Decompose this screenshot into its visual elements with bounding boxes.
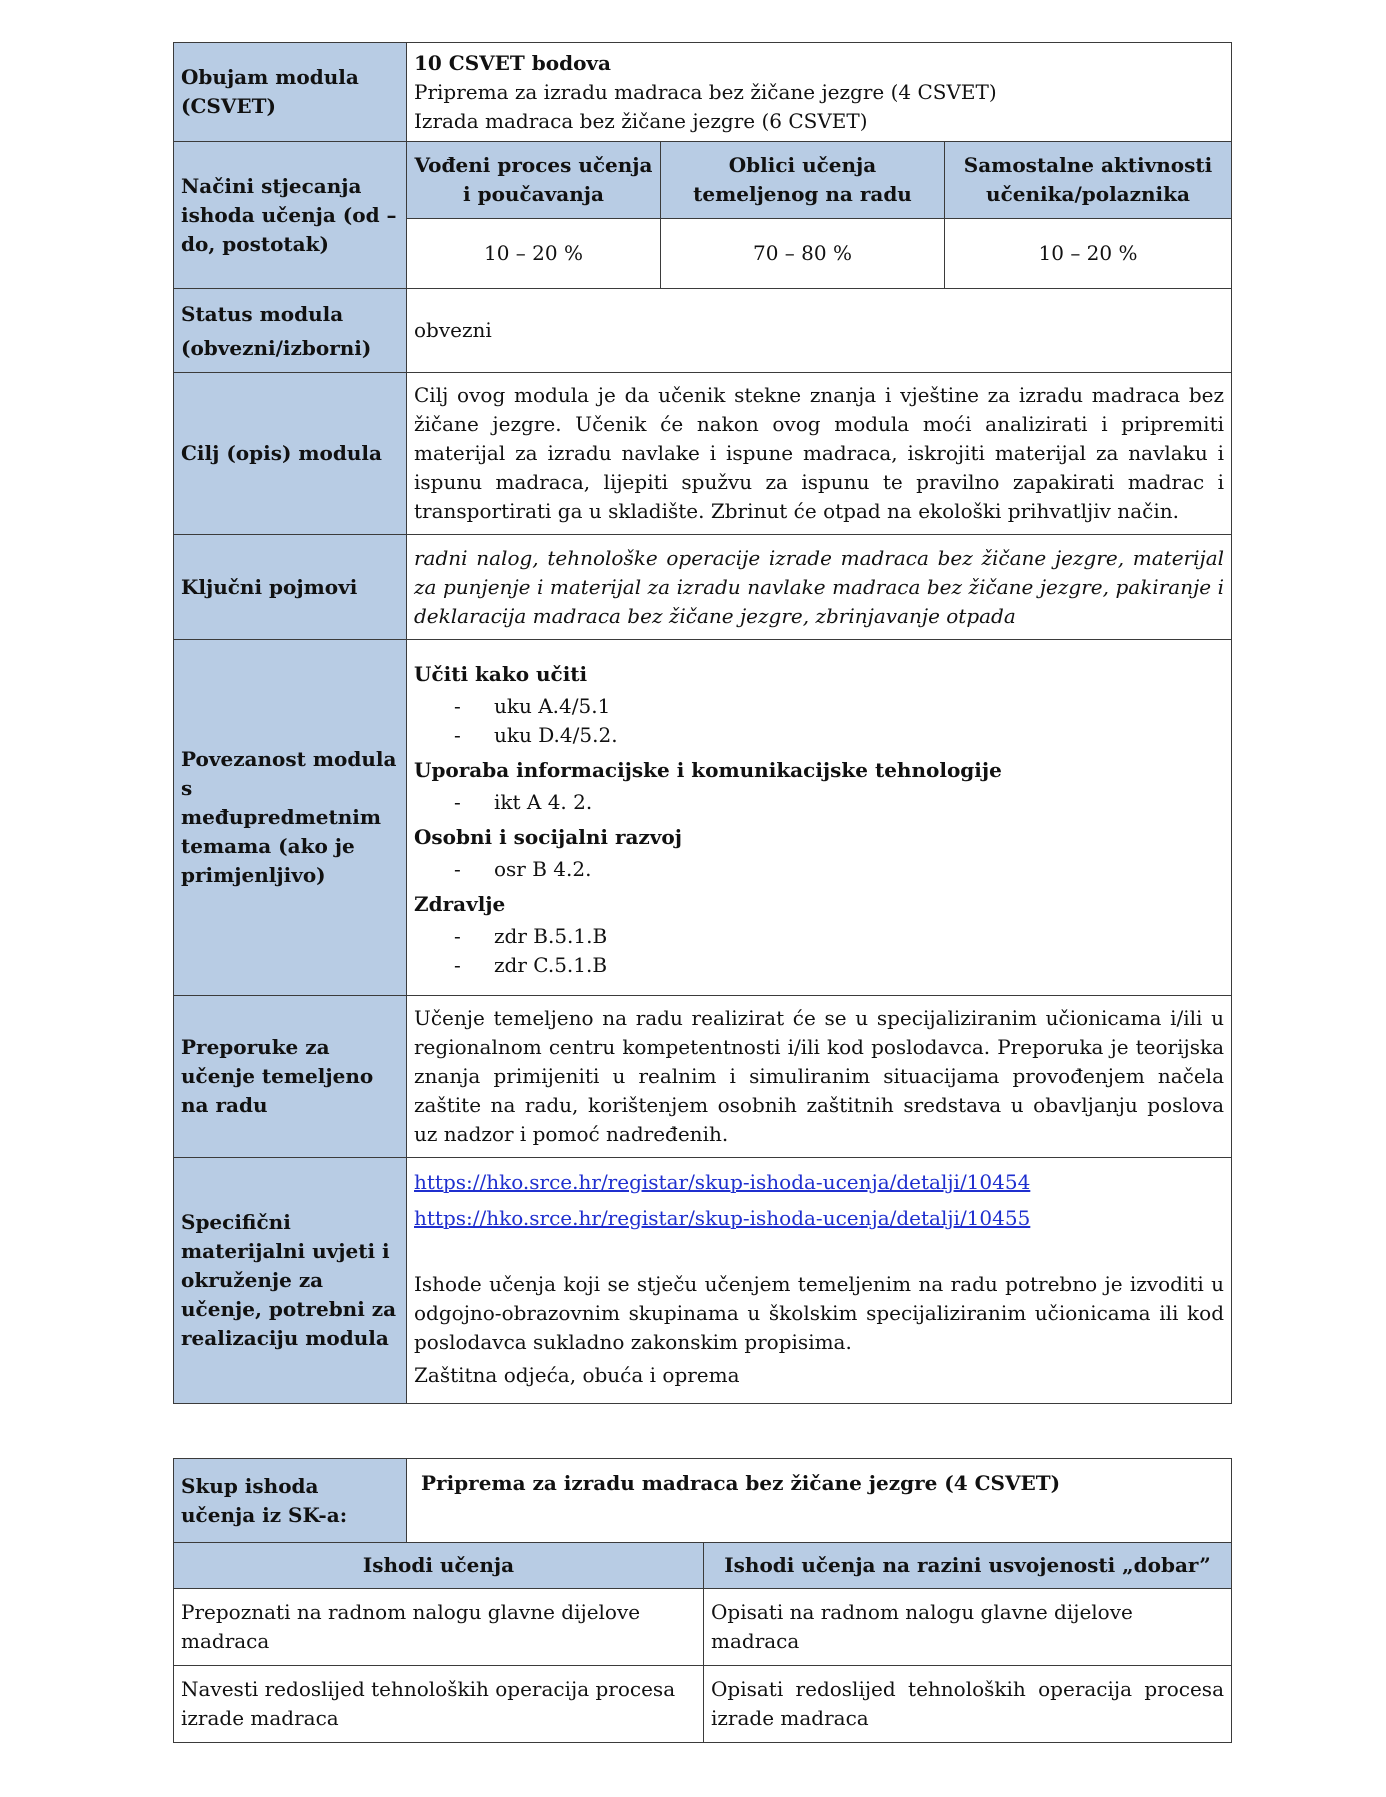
label-cilj: Cilj (opis) modula <box>174 373 407 535</box>
header-dobar: Ishodi učenja na razini usvojenosti „dobar” <box>704 1543 1232 1589</box>
link-10455[interactable]: https://hko.srce.hr/registar/skup-ishoda-ucenja/detalji/10455 <box>414 1206 1031 1230</box>
table-row <box>174 1666 1232 1743</box>
link-10454[interactable]: https://hko.srce.hr/registar/skup-ishoda-ucenja/detalji/10454 <box>414 1170 1031 1194</box>
label-status: Status modula (obvezni/izborni) <box>174 289 407 373</box>
row-uvjeti <box>174 1158 1232 1404</box>
label-obujam: Obujam modula (CSVET) <box>174 43 407 142</box>
obujam-line-1: Priprema za izradu madraca bez žičane jezgre (4 CSVET) <box>414 79 997 104</box>
value-uvjeti <box>407 1158 1232 1404</box>
module-table <box>173 42 1232 1404</box>
label-preporuke: Preporuke za učenje temeljeno na radu <box>174 996 407 1158</box>
outcome-dobar-cell: Opisati redoslijed tehnoloških operacija procesa izrade madraca <box>704 1666 1232 1743</box>
row-nacini-header <box>174 142 1232 219</box>
value-povezanost <box>407 640 1232 996</box>
group-title-uku: Učiti kako učiti <box>414 661 588 686</box>
value-status: obvezni <box>407 289 1232 373</box>
obujam-title: 10 CSVET bodova <box>414 50 611 75</box>
value-preporuke: Učenje temeljeno na radu realizirat će se u specijaliziranim učionicama i/ili u regionalnom centru kompetentnosti i/ili kod poslodavca. Preporuka je teorijska znanja primijeniti u realnim i simuliranim situacijama provođenjem načela zaštite na radu, korištenjem osobnih zaštitnih sredstava u obavljanju poslova uz nadzor i pomoć nadređenih. <box>407 996 1232 1158</box>
row-status <box>174 289 1232 373</box>
uvjeti-text: Ishode učenja koji se stječu učenjem temeljenim na radu potrebno je izvoditi u odgojno-obrazovnim skupinama u školskim specijaliziranim učionicama ili kod poslodavca sukladno zakonskim propisima. <box>414 1272 1225 1354</box>
group-title-osr: Osobni i socijalni razvoj <box>414 824 682 849</box>
list-item: - uku D.4/5.2. <box>454 722 618 747</box>
outcome-dobar-cell: Opisati na radnom nalogu glavne dijelove madraca <box>704 1589 1232 1666</box>
row-pojmovi <box>174 535 1232 640</box>
uvjeti-extra: Zaštitna odjeća, obuća i oprema <box>414 1363 740 1387</box>
list-item: - zdr C.5.1.B <box>454 952 608 977</box>
row-skup <box>174 1459 1232 1543</box>
list-item: - zdr B.5.1.B <box>454 923 608 948</box>
value-cilj: Cilj ovog modula je da učenik stekne znanja i vještine za izradu madraca bez žičane jezgre. Učenik će nakon ovog modula moći analizirati i pripremiti materijal za izradu navlake i ispune madraca, iskrojiti materijal za navlaku i ispunu madraca, lijepiti spužvu za ispunu te pravilno zapakirati madrac i transportirati ga u skladište. Zbrinut će otpad na ekološki prihvatljiv način. <box>407 373 1232 535</box>
label-nacini: Načini stjecanja ishoda učenja (od – do, postotak) <box>174 142 407 289</box>
header-ishodi: Ishodi učenja <box>174 1543 704 1589</box>
row-outcomes-header <box>174 1543 1232 1589</box>
label-povezanost: Povezanost modula s međupredmetnim temama (ako je primjenljivo) <box>174 640 407 996</box>
nacini-header-3: Samostalne aktivnosti učenika/polaznika <box>945 142 1232 219</box>
value-obujam <box>407 43 1232 142</box>
obujam-line-2: Izrada madraca bez žičane jezgre (6 CSVET) <box>414 108 868 133</box>
label-skup: Skup ishoda učenja iz SK-a: <box>174 1459 407 1543</box>
row-povezanost <box>174 640 1232 996</box>
list-item: - osr B 4.2. <box>454 856 592 881</box>
value-pojmovi: radni nalog, tehnološke operacije izrade madraca bez žičane jezgre, materijal za punjenje i materijal za izradu navlake madraca bez žičane jezgre, pakiranje i deklaracija madraca bez žičane jezgre, zbrinjavanje otpada <box>407 535 1232 640</box>
row-obujam <box>174 43 1232 142</box>
nacini-value-1: 10 – 20 % <box>407 219 661 289</box>
nacini-header-2: Oblici učenja temeljenog na radu <box>661 142 945 219</box>
group-title-zdr: Zdravlje <box>414 891 506 916</box>
list-item: - ikt A 4. 2. <box>454 789 593 814</box>
nacini-value-2: 70 – 80 % <box>661 219 945 289</box>
row-preporuke <box>174 996 1232 1158</box>
outcome-cell: Navesti redoslijed tehnoloških operacija procesa izrade madraca <box>174 1666 704 1743</box>
list-item: - uku A.4/5.1 <box>454 693 611 718</box>
value-skup: Priprema za izradu madraca bez žičane jezgre (4 CSVET) <box>407 1459 1232 1543</box>
row-cilj <box>174 373 1232 535</box>
label-pojmovi: Ključni pojmovi <box>174 535 407 640</box>
outcome-cell: Prepoznati na radnom nalogu glavne dijelove madraca <box>174 1589 704 1666</box>
nacini-header-1: Vođeni proces učenja i poučavanja <box>407 142 661 219</box>
outcomes-table <box>173 1458 1232 1743</box>
label-uvjeti: Specifični materijalni uvjeti i okruženje za učenje, potrebni za realizaciju modula <box>174 1158 407 1404</box>
nacini-value-3: 10 – 20 % <box>945 219 1232 289</box>
group-title-ikt: Uporaba informacijske i komunikacijske tehnologije <box>414 757 1002 782</box>
table-row <box>174 1589 1232 1666</box>
